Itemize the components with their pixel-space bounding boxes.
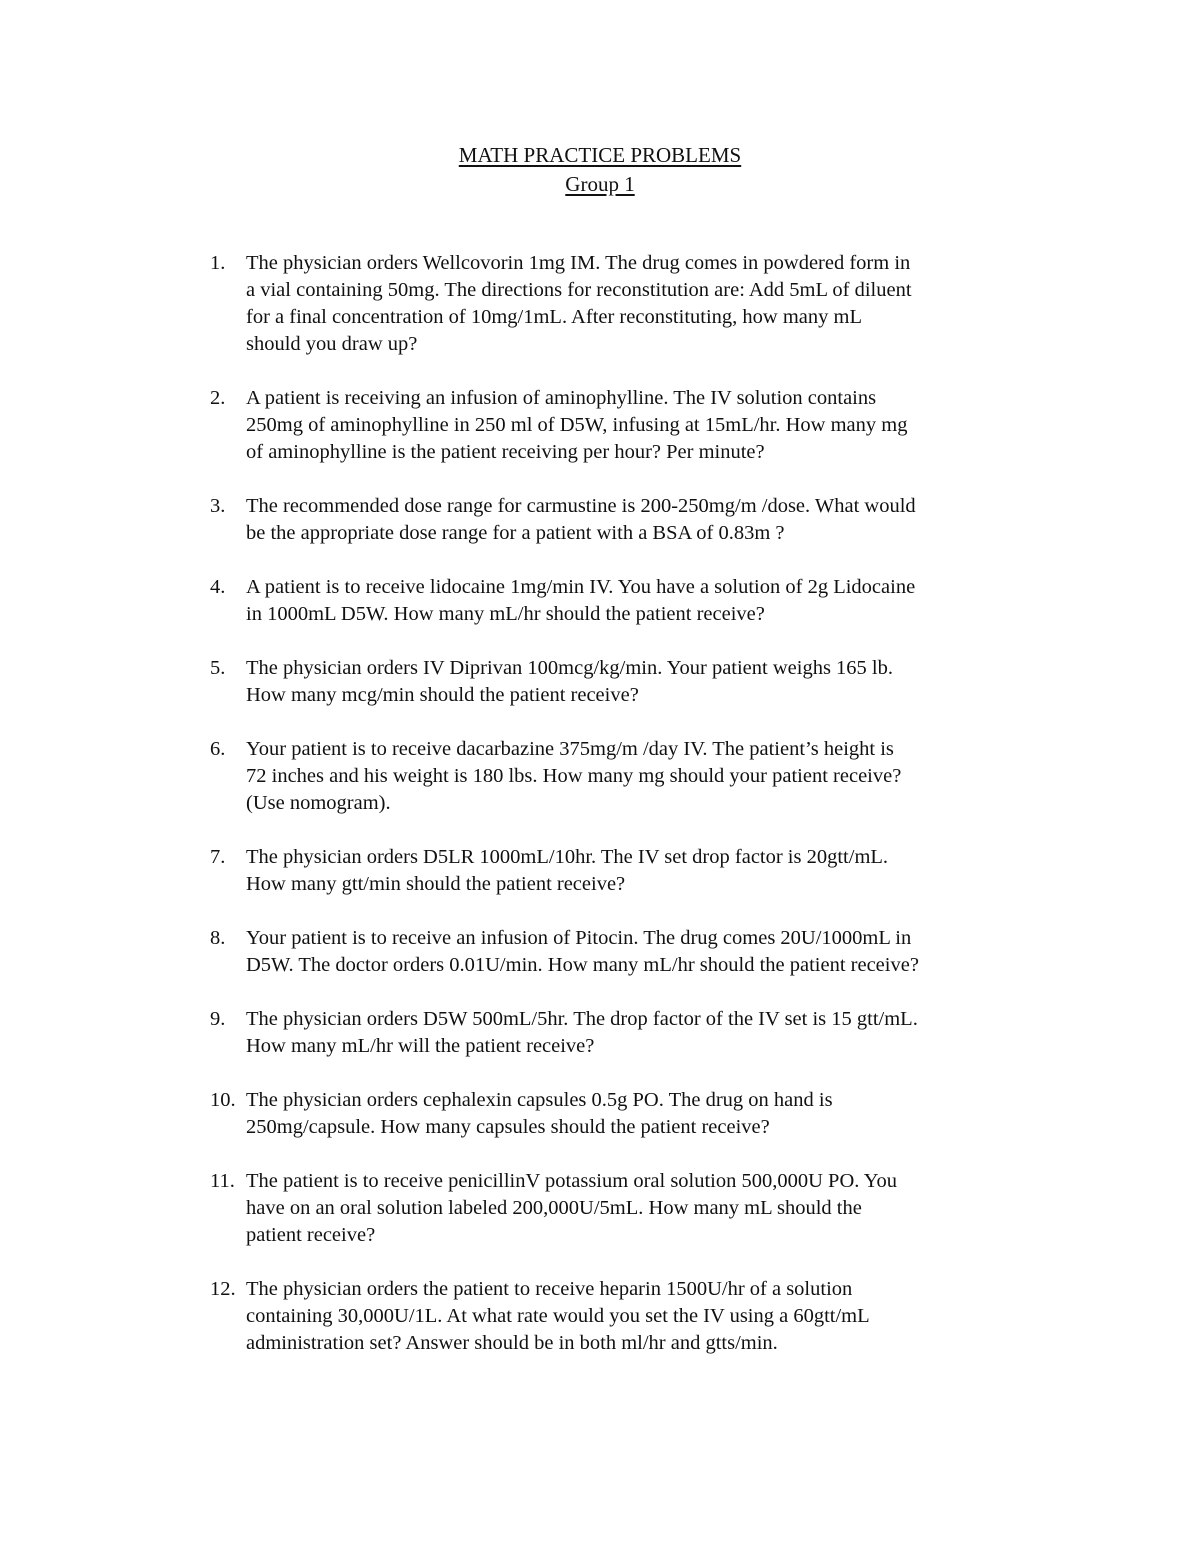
problem-number: 2. [210,387,226,409]
problem-text: The recommended dose range for carmustine is 200-250mg/m /dose. What would be the appropriate dose range for a patient with a BSA of 0.83m ? [246,495,916,544]
problem-text: The patient is to receive penicillinV potassium oral solution 500,000U PO. You have on an oral solution labeled 200,000U/5mL. How many mL should the patient receive? [246,1170,898,1246]
problem-text: The physician orders D5W 500mL/5hr. The drop factor of the IV set is 15 gtt/mL. How many mL/hr will the patient receive? [246,1008,918,1057]
problem-text: The physician orders IV Diprivan 100mcg/kg/min. Your patient weighs 165 lb. How many mcg/min should the patient receive? [246,657,894,706]
problem-text: Your patient is to receive an infusion of Pitocin. The drug comes 20U/1000mL in D5W. The doctor orders 0.01U/min. How many mL/hr should the patient receive? [246,927,919,976]
problem-number: 1. [210,252,226,274]
problem-text: A patient is to receive lidocaine 1mg/min IV. You have a solution of 2g Lidocaine in 1000mL D5W. How many mL/hr should the patient receive? [246,576,916,625]
problem-item [0,385,1046,466]
problem-item [0,925,1046,979]
problem-item [0,655,1046,709]
problem-text: Your patient is to receive dacarbazine 375mg/m /day IV. The patient’s height is 72 inches and his weight is 180 lbs. How many mg should your patient receive? (Use nomogram). [246,738,902,814]
problem-text: The physician orders the patient to receive heparin 1500U/hr of a solution containing 30,000U/1L. At what rate would you set the IV using a 60gtt/mL administration set? Answer should be in both ml/hr and gtts/min. [246,1278,870,1354]
problem-number: 4. [210,576,226,598]
problem-number: 9. [210,1008,226,1030]
problem-item [0,1276,1046,1357]
problem-text: The physician orders cephalexin capsules 0.5g PO. The drug on hand is 250mg/capsule. How many capsules should the patient receive? [246,1089,833,1138]
problem-number: 8. [210,927,226,949]
problem-number: 12. [210,1278,236,1300]
problem-text: A patient is receiving an infusion of aminophylline. The IV solution contains 250mg of aminophylline in 250 ml of D5W, infusing at 15mL/hr. How many mg of aminophylline is the patient receiving per hour? Per minute? [246,387,908,463]
page-subtitle: Group 1 [565,172,635,196]
problem-item [0,1168,1046,1249]
problem-item [0,1087,1046,1141]
problem-number: 7. [210,846,226,868]
title-block [0,141,1200,199]
page-title: MATH PRACTICE PROBLEMS [458,143,742,167]
problem-item [0,1006,1046,1060]
problem-text: The physician orders D5LR 1000mL/10hr. The IV set drop factor is 20gtt/mL. How many gtt/min should the patient receive? [246,846,889,895]
problem-number: 10. [210,1089,236,1111]
problem-item [0,493,1046,547]
problem-number: 11. [210,1170,235,1192]
problem-number: 5. [210,657,226,679]
problem-list [0,250,1200,1384]
problem-item [0,574,1046,628]
problem-item [0,250,1046,358]
problem-item [0,844,1046,898]
problem-number: 3. [210,495,226,517]
problem-item [0,736,1046,817]
problem-text: The physician orders Wellcovorin 1mg IM. The drug comes in powdered form in a vial containing 50mg. The directions for reconstitution are: Add 5mL of diluent for a final concentration of 10mg/1mL. After reconstituting, how many mL should you draw up? [246,252,912,355]
problem-number: 6. [210,738,226,760]
